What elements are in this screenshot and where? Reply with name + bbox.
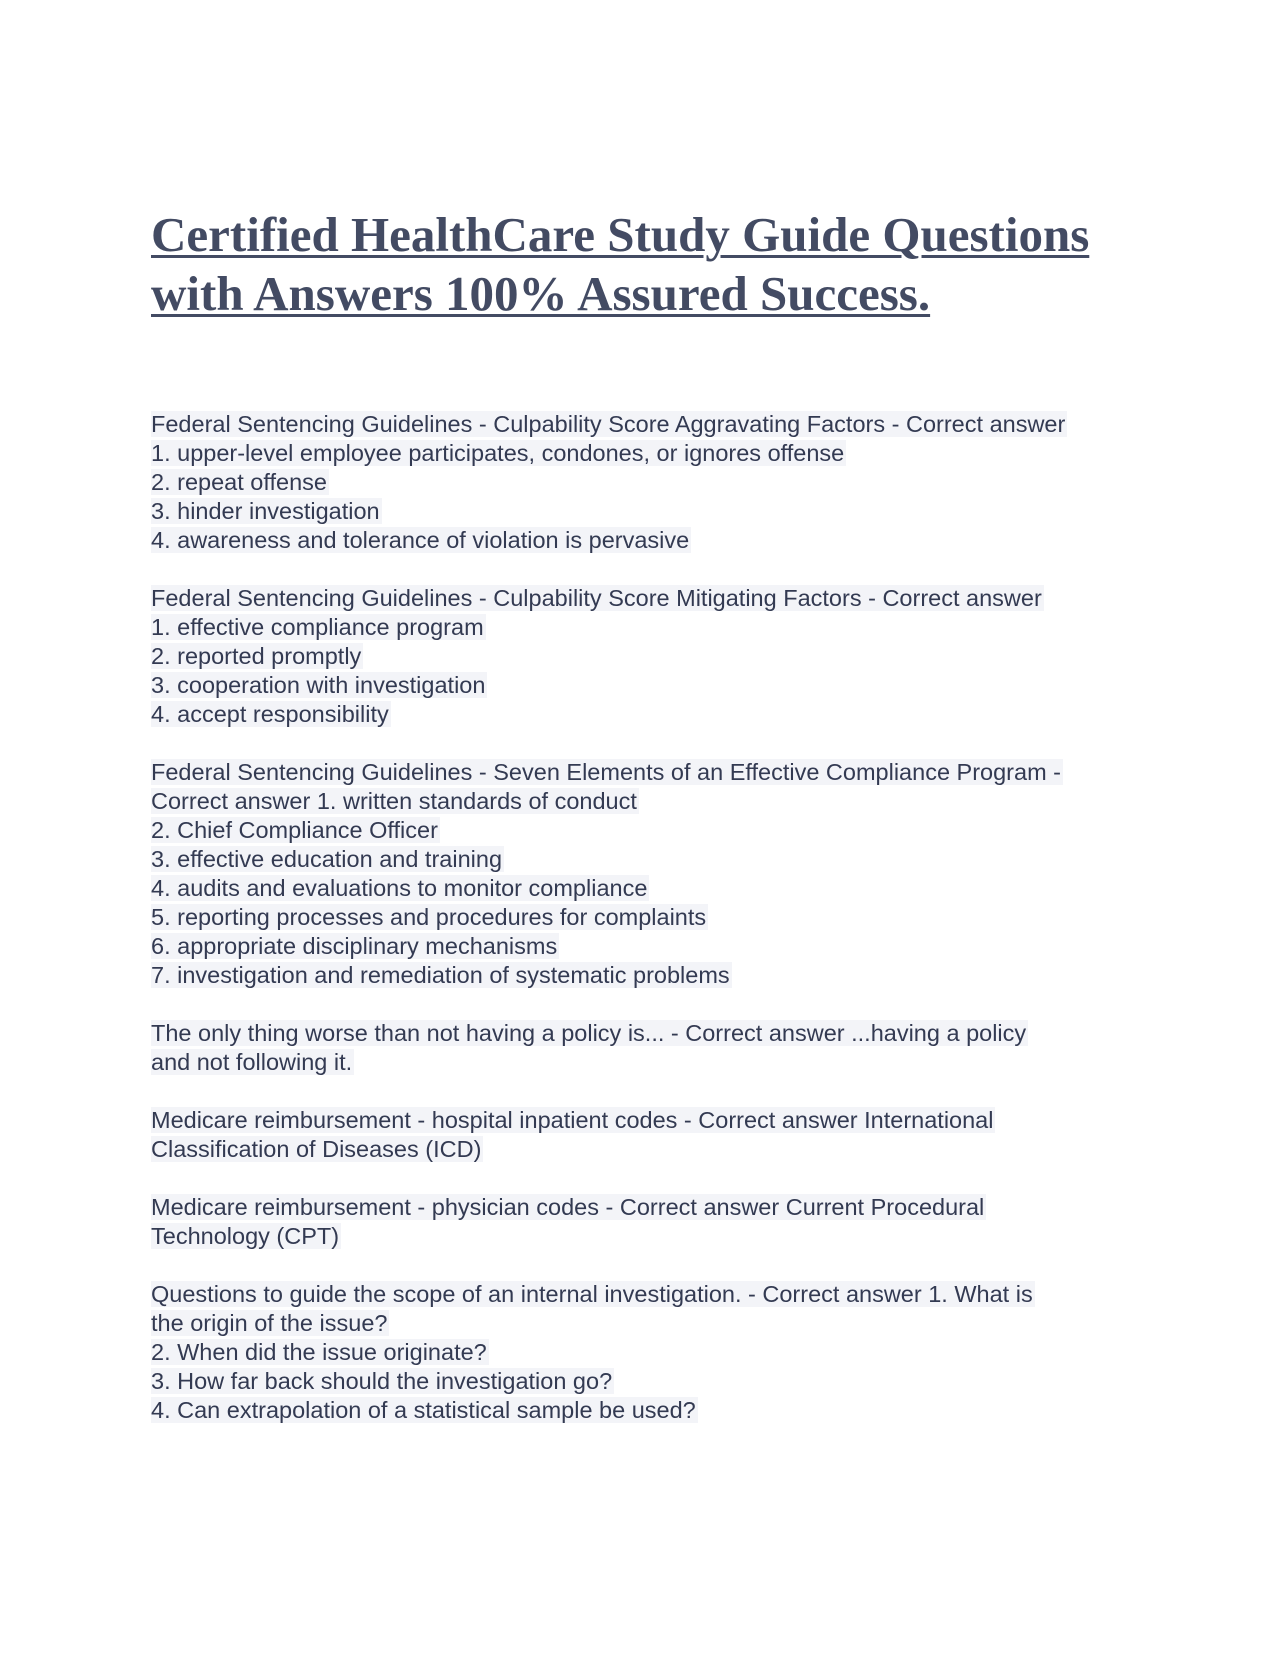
text-line: 2. When did the issue originate?: [151, 1339, 487, 1365]
text-line: Correct answer 1. written standards of conduct: [151, 788, 637, 814]
text-line: 6. appropriate disciplinary mechanisms: [151, 933, 558, 959]
text-line: Federal Sentencing Guidelines - Seven Elements of an Effective Compliance Program -: [151, 759, 1062, 785]
text-line: 3. effective education and training: [151, 846, 503, 872]
text-line: Medicare reimbursement - physician codes - Correct answer Current Procedural: [151, 1194, 985, 1220]
document-title: [151, 205, 1151, 323]
qa-entry-seven-elements: [151, 758, 1151, 990]
text-line: Questions to guide the scope of an internal investigation. - Correct answer 1. What is: [151, 1281, 1033, 1307]
qa-entry-mitigating-factors: [151, 584, 1151, 729]
text-line: 1. effective compliance program: [151, 614, 484, 640]
title-line-1: Certified HealthCare Study Guide Questions: [151, 207, 1090, 262]
qa-entry-policy: [151, 1019, 1151, 1077]
text-line: Federal Sentencing Guidelines - Culpability Score Aggravating Factors - Correct answer: [151, 411, 1066, 437]
text-line: 4. audits and evaluations to monitor compliance: [151, 875, 648, 901]
text-line: 3. hinder investigation: [151, 498, 380, 524]
text-line: 4. awareness and tolerance of violation is pervasive: [151, 527, 690, 553]
text-line: Classification of Diseases (ICD): [151, 1136, 482, 1162]
text-line: 2. repeat offense: [151, 469, 327, 495]
qa-entry-physician-codes: [151, 1193, 1151, 1251]
text-line: the origin of the issue?: [151, 1310, 388, 1336]
text-line: 1. upper-level employee participates, condones, or ignores offense: [151, 440, 845, 466]
text-line: 7. investigation and remediation of systematic problems: [151, 962, 730, 988]
text-line: 3. cooperation with investigation: [151, 672, 486, 698]
title-line-2: with Answers 100% Assured Success.: [151, 266, 931, 321]
text-line: 4. accept responsibility: [151, 701, 389, 727]
qa-entry-investigation-scope: [151, 1280, 1151, 1425]
text-line: 4. Can extrapolation of a statistical sample be used?: [151, 1397, 696, 1423]
text-line: The only thing worse than not having a policy is... - Correct answer ...having a policy: [151, 1020, 1027, 1046]
document-body: [151, 410, 1151, 1454]
text-line: Medicare reimbursement - hospital inpatient codes - Correct answer International: [151, 1107, 994, 1133]
text-line: 2. reported promptly: [151, 643, 362, 669]
text-line: and not following it.: [151, 1049, 353, 1075]
text-line: 5. reporting processes and procedures for complaints: [151, 904, 707, 930]
text-line: 2. Chief Compliance Officer: [151, 817, 438, 843]
text-line: Technology (CPT): [151, 1223, 340, 1249]
text-line: Federal Sentencing Guidelines - Culpability Score Mitigating Factors - Correct answer: [151, 585, 1042, 611]
qa-entry-aggravating-factors: [151, 410, 1151, 555]
text-line: 3. How far back should the investigation go?: [151, 1368, 613, 1394]
qa-entry-hospital-codes: [151, 1106, 1151, 1164]
